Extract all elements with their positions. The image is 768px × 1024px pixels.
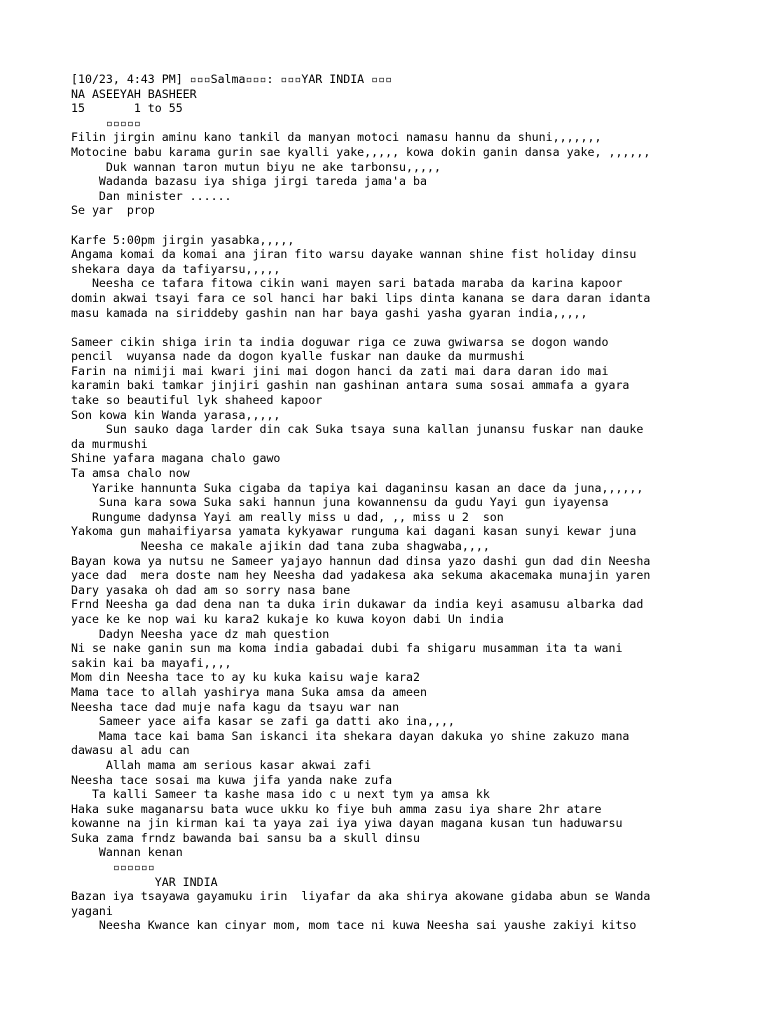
text-line: Sun sauko daga larder din cak Suka tsaya suna kallan junansu fuskar nan dauke — [71, 422, 644, 437]
blank-line — [71, 218, 731, 233]
text-line: Mama tace kai bama San iskanci ita shekara dayan dakuka yo shine zakuzo mana — [71, 728, 630, 743]
text-line: yace dad mera doste nam hey Neesha dad yadakesa aka sekuma akacemaka munajin yaren — [71, 568, 651, 583]
text-line: Rungume dadynsa Yayi am really miss u dad, ,, miss u 2 son — [71, 509, 504, 524]
text-line: Filin jirgin aminu kano tankil da manyan motoci namasu hannu da shuni,,,,,,, — [71, 130, 602, 145]
text-line: YAR INDIA — [71, 874, 218, 889]
document-page — [71, 72, 731, 933]
text-line: Frnd Neesha ga dad dena nan ta duka irin dukawar da india keyi asamusu albarka dad — [71, 597, 644, 612]
text-line: Dadyn Neesha yace dz mah question — [71, 626, 330, 641]
text-line: pencil wuyansa nade da dogon kyalle fuskar nan dauke da murmushi — [71, 349, 525, 364]
text-line: Sameer cikin shiga irin ta india doguwar riga ce zuwa gwiwarsa se dogon wando — [71, 334, 609, 349]
text-line: Son kowa kin Wanda yarasa,,,,, — [71, 407, 281, 422]
text-line: Bazan iya tsayawa gayamuku irin liyafar da aka shirya akowane gidaba abun se Wanda — [71, 889, 651, 904]
text-line: masu kamada na siriddeby gashin nan har baya gashi yasha gyaran india,,,,, — [71, 305, 588, 320]
text-line: Bayan kowa ya nutsu ne Sameer yajayo hannun dad dinsa yazo dashi gun dad din Neesha — [71, 553, 651, 568]
text-line: domin akwai tsayi fara ce sol hanci har baki lips dinta kanana se dara daran idanta — [71, 290, 651, 305]
text-line: Neesha tace dad muje nafa kagu da tsayu war nan — [71, 699, 400, 714]
text-line: Angama komai da komai ana jiran fito warsu dayake wannan shine fist holiday dinsu — [71, 247, 637, 262]
text-line: Motocine babu karama gurin sae kyalli yake,,,,, kowa dokin ganin dansa yake, ,,,,,, — [71, 144, 651, 159]
text-line: Neesha ce tafara fitowa cikin wani mayen sari batada maraba da karina kapoor — [71, 276, 623, 291]
text-line: Mom din Neesha tace to ay ku kuka kaisu waje kara2 — [71, 670, 421, 685]
text-line: Neesha tace sosai ma kuwa jifa yanda nake zufa — [71, 772, 393, 787]
text-line: take so beautiful lyk shaheed kapoor — [71, 393, 323, 408]
text-line: Se yar prop — [71, 203, 155, 218]
text-line: karamin baki tamkar jinjiri gashin nan gashinan antara suma sosai ammafa a gyara — [71, 378, 630, 393]
text-line: dawasu al adu can — [71, 743, 190, 758]
text-line: Neesha Kwance kan cinyar mom, mom tace ni kuwa Neesha sai yaushe zakiyi kitso — [71, 918, 637, 933]
text-line: Haka suke maganarsu bata wuce ukku ko fiye buh amma zasu iya share 2hr atare — [71, 801, 602, 816]
text-line: Mama tace to allah yashirya mana Suka amsa da ameen — [71, 684, 427, 699]
text-line: Duk wannan taron mutun biyu ne ake tarbonsu,,,,, — [71, 159, 441, 174]
text-line: Karfe 5:00pm jirgin yasabka,,,,, — [71, 232, 295, 247]
text-line: [10/23, 4:43 PM] ▫▫▫Salma▫▫▫: ▫▫▫YAR INDIA ▫▫▫ — [71, 72, 393, 86]
text-line: Suna kara sowa Suka saki hannun juna kowannensu da gudu Yayi gun iyayensa — [71, 495, 609, 510]
text-line: shekara daya da tafiyarsu,,,,, — [71, 261, 281, 276]
text-line: ▫▫▫▫▫ — [71, 115, 141, 130]
text-line: yagani — [71, 903, 113, 918]
text-line: yace ke ke nop wai ku kara2 kukaje ko kuwa koyon dabi Un india — [71, 611, 504, 626]
text-line: da murmushi — [71, 436, 148, 451]
text-line: Allah mama am serious kasar akwai zafi — [71, 757, 372, 772]
text-line: Shine yafara magana chalo gawo — [71, 451, 281, 466]
text-line: Yarike hannunta Suka cigaba da tapiya kai daganinsu kasan an dace da juna,,,,,, — [71, 480, 644, 495]
text-line: 15 1 to 55 — [71, 101, 183, 116]
text-line: sakin kai ba mayafi,,,, — [71, 655, 232, 670]
text-line: Wadanda bazasu iya shiga jirgi tareda jama'a ba — [71, 174, 427, 189]
text-line: kowanne na jin kirman kai ta yaya zai iya yiwa dayan magana kusan tun haduwarsu — [71, 816, 623, 831]
text-line: Ni se nake ganin sun ma koma india gabadai dubi fa shigaru musamman ita ta wani — [71, 641, 623, 656]
text-line: ▫▫▫▫▫▫ — [71, 860, 155, 875]
text-line: NA ASEEYAH BASHEER — [71, 86, 197, 101]
text-line: Farin na nimiji mai kwari jini mai dogon hanci da zati mai dara daran ido mai — [71, 363, 609, 378]
text-line: Ta kalli Sameer ta kashe masa ido c u next tym ya amsa kk — [71, 787, 490, 802]
text-line: Wannan kenan — [71, 845, 183, 860]
text-line: Suka zama frndz bawanda bai sansu ba a skull dinsu — [71, 830, 421, 845]
text-line: Yakoma gun mahaifiyarsa yamata kykyawar runguma kai dagani kasan sunyi kewar juna — [71, 524, 637, 539]
text-line: Dan minister ...... — [71, 188, 232, 203]
text-line: Sameer yace aifa kasar se zafi ga datti ako ina,,,, — [71, 714, 455, 729]
text-line: Ta amsa chalo now — [71, 466, 190, 481]
text-line: Dary yasaka oh dad am so sorry nasa bane — [71, 582, 351, 597]
blank-line — [71, 320, 731, 335]
text-line: Neesha ce makale ajikin dad tana zuba shagwaba,,,, — [71, 539, 490, 553]
